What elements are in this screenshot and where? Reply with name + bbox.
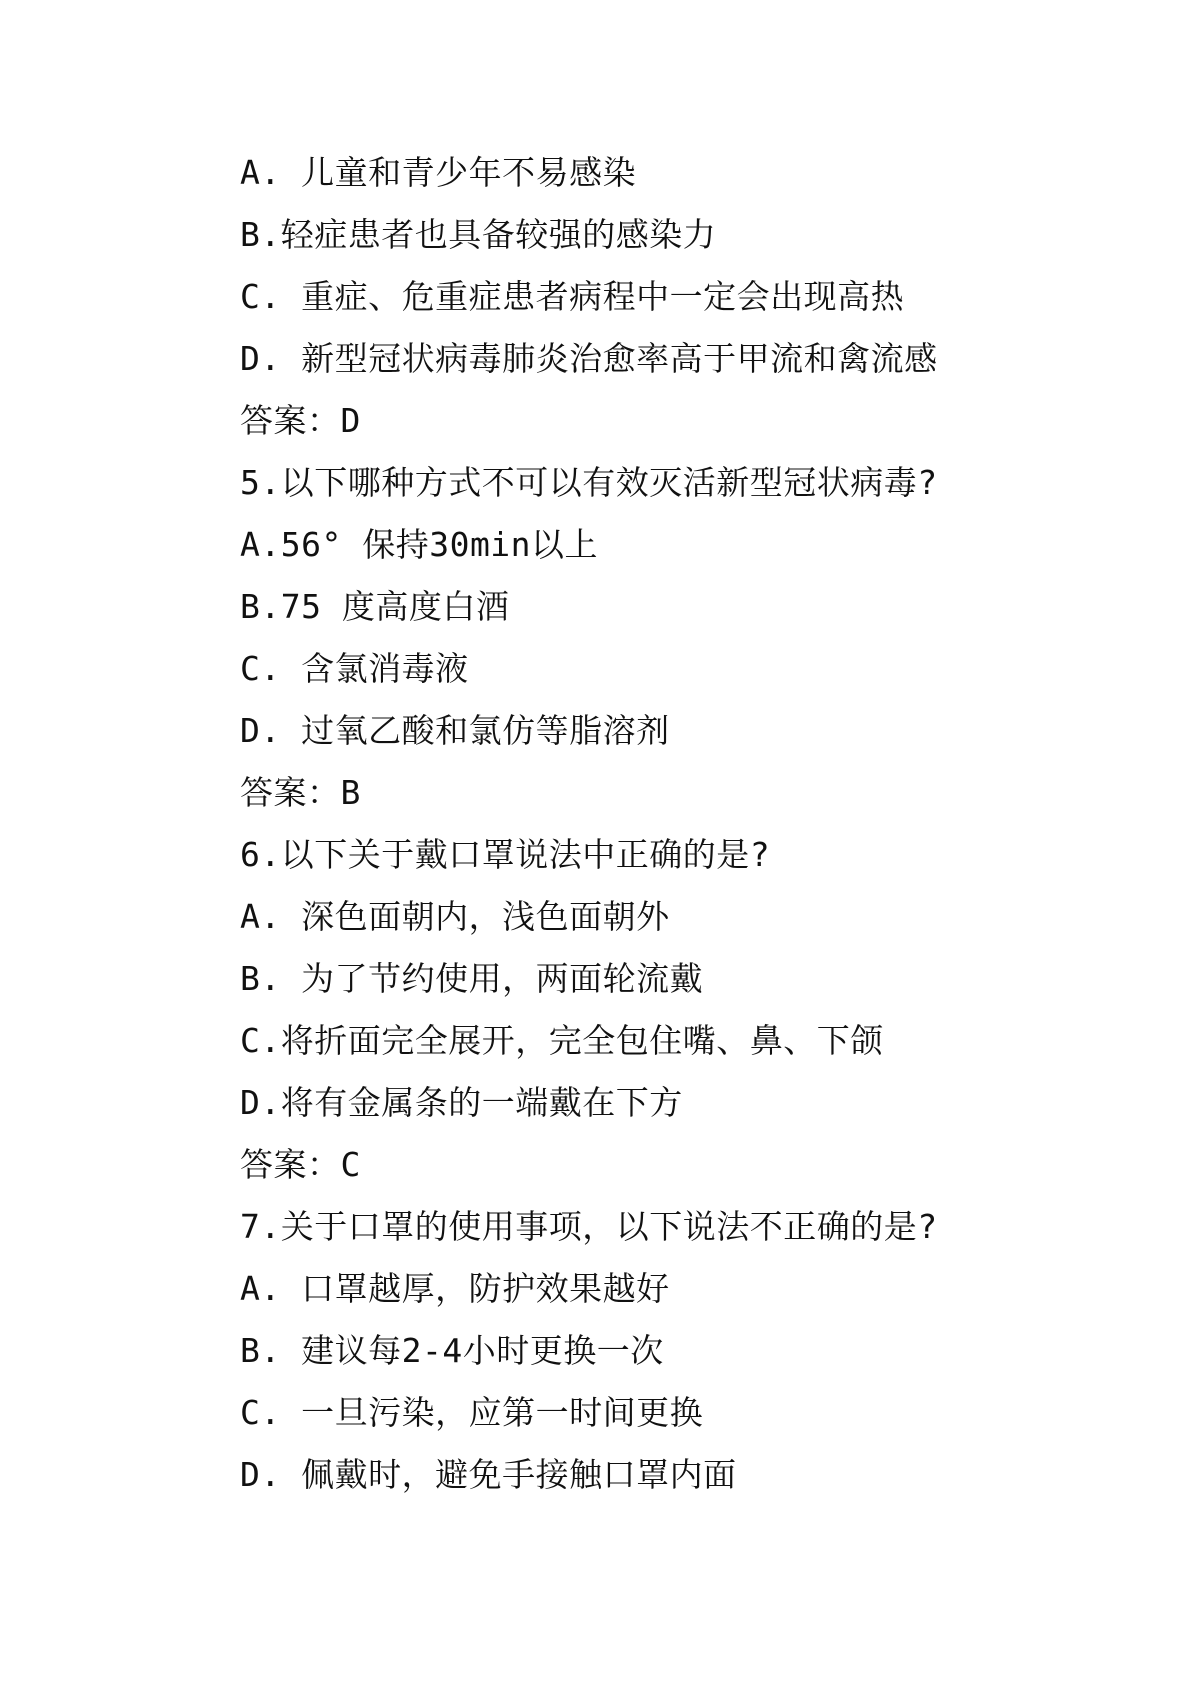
- q4-option-c: C. 重症、危重症患者病程中一定会出现高热: [240, 277, 905, 316]
- q6-answer: 答案：C: [240, 1145, 361, 1184]
- q5-option-c: C. 含氯消毒液: [240, 649, 469, 688]
- document-content: [240, 142, 1120, 1506]
- q5-option-a: A.56° 保持30min以上: [240, 525, 599, 564]
- q6-option-b: B. 为了节约使用，两面轮流戴: [240, 959, 704, 998]
- q5-question: 5.以下哪种方式不可以有效灭活新型冠状病毒?: [240, 463, 938, 502]
- q7-option-d: D. 佩戴时，避免手接触口罩内面: [240, 1455, 737, 1494]
- q4-option-d: D. 新型冠状病毒肺炎治愈率高于甲流和禽流感: [240, 339, 938, 378]
- q7-option-b: B. 建议每2-4小时更换一次: [240, 1331, 664, 1370]
- q4-option-a: A. 儿童和青少年不易感染: [240, 153, 637, 192]
- q4-option-b: B.轻症患者也具备较强的感染力: [240, 215, 717, 254]
- q6-option-d: D.将有金属条的一端戴在下方: [240, 1083, 683, 1122]
- q7-option-c: C. 一旦污染，应第一时间更换: [240, 1393, 704, 1432]
- q5-option-b: B.75 度高度白酒: [240, 587, 510, 626]
- q7-question: 7.关于口罩的使用事项，以下说法不正确的是?: [240, 1207, 938, 1246]
- q5-answer: 答案：B: [240, 773, 361, 812]
- q4-answer: 答案：D: [240, 401, 361, 440]
- q6-question: 6.以下关于戴口罩说法中正确的是?: [240, 835, 771, 874]
- q5-option-d: D. 过氧乙酸和氯仿等脂溶剂: [240, 711, 670, 750]
- q6-option-a: A. 深色面朝内，浅色面朝外: [240, 897, 670, 936]
- q7-option-a: A. 口罩越厚，防护效果越好: [240, 1269, 670, 1308]
- q6-option-c: C.将折面完全展开，完全包住嘴、鼻、下颌: [240, 1021, 884, 1060]
